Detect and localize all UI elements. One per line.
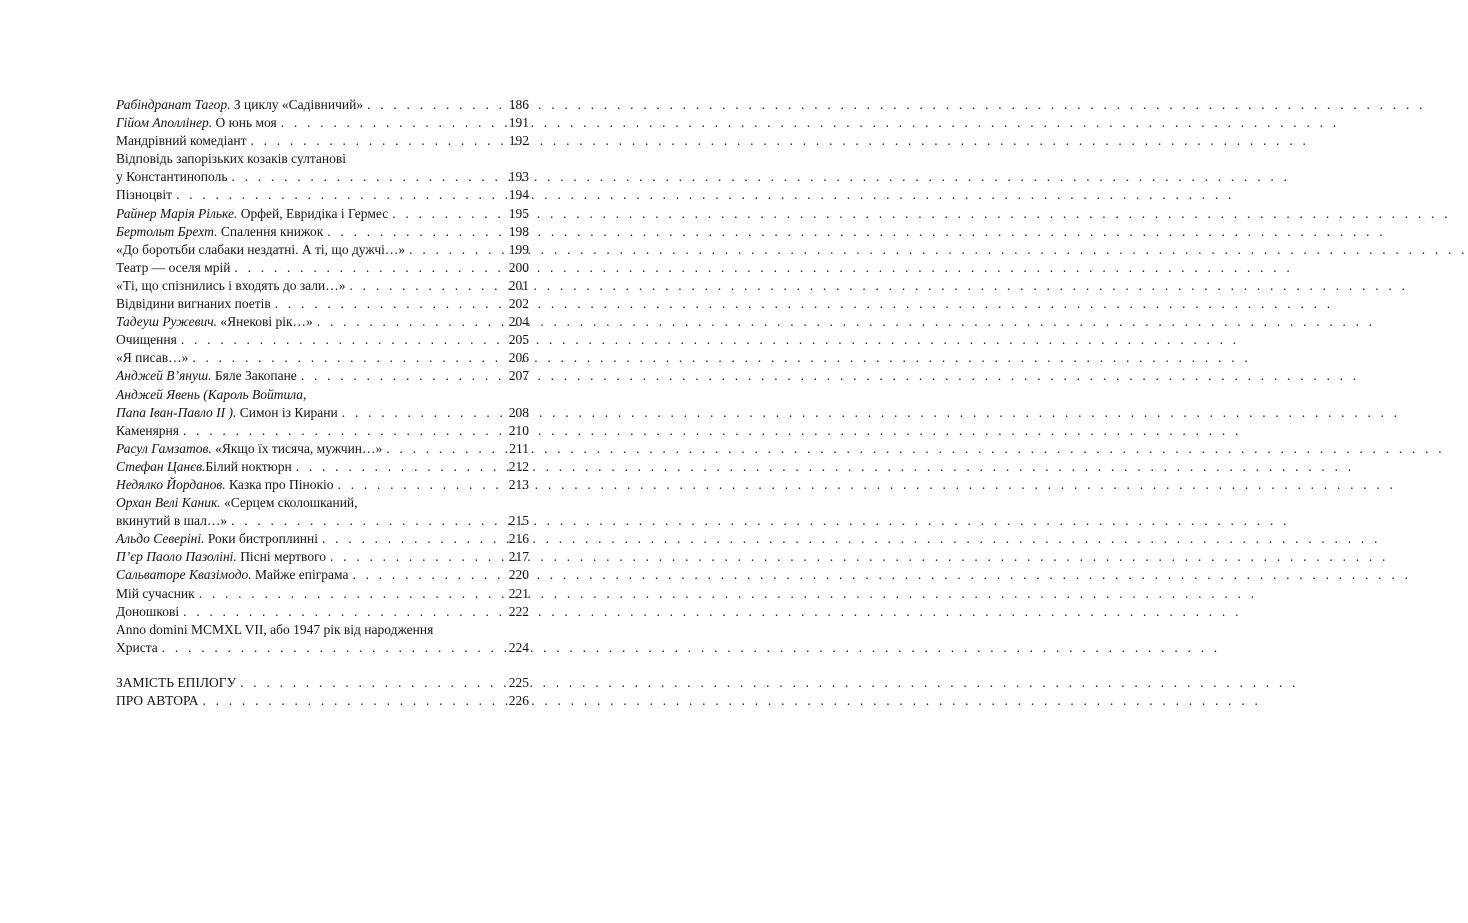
page-number: 207 [508,368,529,384]
dot-leader [405,241,497,259]
page-number: 211 [509,440,529,456]
dot-leader [179,603,497,621]
dot-leader [236,674,497,692]
page-number: 226 [508,693,529,708]
toc-entry-text [116,186,172,204]
page-number: 208 [508,404,529,420]
entry-title: ПРО АВТОРА [116,693,199,708]
toc-entry-text [116,132,246,150]
toc-entry-text [116,585,195,603]
toc-entry-text [116,530,318,548]
toc-entry-row [116,440,529,458]
page-number: 192 [508,133,529,149]
entry-title: Пісні мертвого [236,549,327,565]
toc-entry-text [116,603,179,621]
toc-entry-row [116,530,529,548]
entry-title: Білий ноктюрн [205,458,292,474]
dot-leader [313,313,497,331]
page-number: 198 [508,223,529,239]
toc-entry-text [116,114,277,132]
page-number: 200 [508,259,529,275]
page-number: 221 [508,585,529,601]
toc-entry-row [116,223,529,241]
dot-leader [228,168,498,186]
entry-title-continued: Христа [116,639,158,655]
entry-author: Орхан Велі Каник. [116,495,221,511]
page-number: 199 [508,241,529,257]
toc-entry-text [116,223,323,241]
toc-entry-row [116,168,529,186]
entry-author-continued: Папа Іван-Павло ІІ ). [116,404,237,420]
page-number: 191 [508,115,529,131]
toc-entry-row [116,349,529,367]
entry-title: Бяле Закопане [211,368,297,384]
dot-leader [326,548,497,566]
entry-author: Альдо Северіні. [116,531,205,547]
toc-entry-row [116,621,529,639]
page-number: 201 [508,277,529,293]
toc-entry-row [116,114,529,132]
dot-leader [318,530,497,548]
dot-leader [230,259,497,277]
dot-leader [382,440,497,458]
toc-entry-text [116,458,292,476]
page-number: 224 [508,639,529,655]
page-number: 216 [508,531,529,547]
dot-leader [177,331,497,349]
toc-entry-row [116,186,529,204]
toc-entry-row [116,259,529,277]
entry-title: Доношкові [116,603,180,619]
page-number: 202 [508,296,529,312]
page-number: 210 [508,422,529,438]
toc-entry-row [116,331,529,349]
entry-author: П’єр Паоло Пазоліні. [116,549,237,565]
dot-leader [195,585,497,603]
toc-entry-row [116,494,529,512]
toc-entry-text [116,692,198,710]
page-number: 213 [508,476,529,492]
entry-author: Бертольт Брехт. [116,223,218,239]
toc-entry-text [116,331,177,349]
entry-author: Тадеуш Ружевич. [116,314,218,330]
entry-author: Рабіндранат Тагор. [116,97,231,112]
entry-author: Расул Гамзатов. [116,440,212,456]
toc-entry-text [116,313,313,331]
toc-entry-row [116,313,529,331]
toc-end-list [116,674,529,710]
toc-entry-row [116,566,529,584]
page-number: 194 [508,187,529,203]
toc-entry-row [116,295,529,313]
toc-entry-text [116,295,271,313]
toc-entry-row [116,674,529,692]
page-number: 205 [508,332,529,348]
toc-entry-row [116,132,529,150]
entry-title: Театр — оселя мрій [116,259,231,275]
toc-entry-row [116,458,529,476]
toc-entry-row [116,585,529,603]
entry-title-continued: у Константинополь [116,169,228,185]
dot-leader [346,277,497,295]
page-number: 193 [508,169,529,185]
toc-entry-row [116,241,529,259]
dot-leader [323,223,497,241]
dot-leader [363,96,497,114]
toc-entry-row [116,603,529,621]
toc-main-list [116,96,529,657]
toc-entry-text [116,259,230,277]
entry-author: Стефан Цанєв. [116,458,206,474]
toc-entry-text [116,494,358,512]
entry-author: Недялко Йорданов. [116,476,226,492]
toc-entry-text [116,205,388,223]
toc-entry-text [116,566,348,584]
entry-title: Каменярня [116,422,179,438]
entry-title: Орфей, Евридіка і Гермес [237,205,389,221]
entry-title: З циклу «Садівничий» [230,97,364,112]
toc-entry-text [116,476,334,494]
entry-author: Сальваторе Квазімодо. [116,567,252,583]
entry-title: Спалення книжок [217,223,324,239]
entry-title: Очищення [116,332,177,348]
toc-entry-row [116,367,529,385]
dot-leader [172,186,497,204]
dot-leader [388,205,497,223]
toc-entry-row [116,639,529,657]
toc-entry-row [116,692,529,710]
page-number: 222 [508,603,529,619]
page-number: 215 [508,513,529,529]
table-of-contents [116,96,529,710]
dot-leader [271,295,497,313]
toc-entry-row [116,205,529,223]
entry-author: Гійом Аполлінер. [116,115,213,131]
entry-title: Майже епіграма [251,567,349,583]
entry-author: Райнер Марія Рільке. [116,205,238,221]
dot-leader [348,566,497,584]
toc-entry-text [116,96,363,114]
toc-entry-row [116,548,529,566]
entry-title: «Янекові рік…» [217,314,313,330]
page-number: 204 [508,314,529,330]
entry-title: «Ті, що спізнились і входять до зали…» [116,277,346,293]
entry-title-continued: Симон із Кирани [236,404,338,420]
toc-entry-row [116,476,529,494]
entry-title: Мандрівний комедіант [116,133,247,149]
page-number: 195 [508,205,529,221]
dot-leader [198,692,497,710]
toc-entry-row [116,277,529,295]
entry-title: Пізноцвіт [116,187,173,203]
toc-entry-text [116,367,297,385]
entry-title: Anno domini MCMXL VII, або 1947 рік від народження [116,621,434,637]
entry-title: «Я писав…» [116,350,189,366]
toc-entry-text [116,150,346,168]
entry-title: «Серцем сколошканий, [220,495,358,511]
dot-leader [227,512,497,530]
toc-entry-row [116,422,529,440]
dot-leader [158,639,497,657]
toc-entry-text [116,277,346,295]
dot-leader [334,476,497,494]
entry-title: Відвідини вигнаних поетів [116,296,271,312]
toc-entry-row [116,386,529,404]
dot-leader [277,114,497,132]
toc-entry-text [116,440,382,458]
entry-title: «Якщо їх тисяча, мужчин…» [211,440,383,456]
entry-title: Казка про Пінокіо [225,476,334,492]
page-number: 225 [508,674,529,690]
toc-entry-text [116,422,179,440]
toc-entry-text [116,349,188,367]
page-number: 206 [508,350,529,366]
entry-title: Мій сучасник [116,585,195,601]
toc-entry-text [116,512,227,530]
toc-entry-text [116,674,236,692]
page-number: 212 [508,458,529,474]
page-number: 186 [508,97,529,112]
entry-title: О юнь моя [212,115,277,131]
entry-title: ЗАМІСТЬ ЕПІЛОГУ [116,674,237,690]
toc-entry-text [116,168,228,186]
toc-entry-text [116,639,158,657]
toc-entry-row [116,512,529,530]
toc-entry-text [116,621,433,639]
page-number: 220 [508,567,529,583]
entry-author: Анджей В’януш. [116,368,212,384]
dot-leader [246,132,497,150]
toc-entry-text [116,404,338,422]
entry-author: Анджей Явень (Кароль Войтила, [116,386,307,402]
entry-title: Відповідь запорізьких козаків султанові [116,151,347,167]
toc-entry-text [116,386,306,404]
dot-leader [188,349,497,367]
toc-entry-text [116,241,405,259]
toc-entry-row [116,96,529,114]
toc-entry-row [116,150,529,168]
toc-entry-row [116,404,529,422]
page-number: 217 [508,549,529,565]
entry-title: «До боротьби слабаки нездатні. А ті, що дужчі…» [116,241,406,257]
entry-title-continued: вкинутий в шал…» [116,513,228,529]
toc-entry-text [116,548,326,566]
dot-leader [338,404,497,422]
section-gap [116,657,529,674]
dot-leader [297,367,497,385]
entry-title: Роки бистроплинні [204,531,318,547]
dot-leader [292,458,497,476]
dot-leader [179,422,497,440]
